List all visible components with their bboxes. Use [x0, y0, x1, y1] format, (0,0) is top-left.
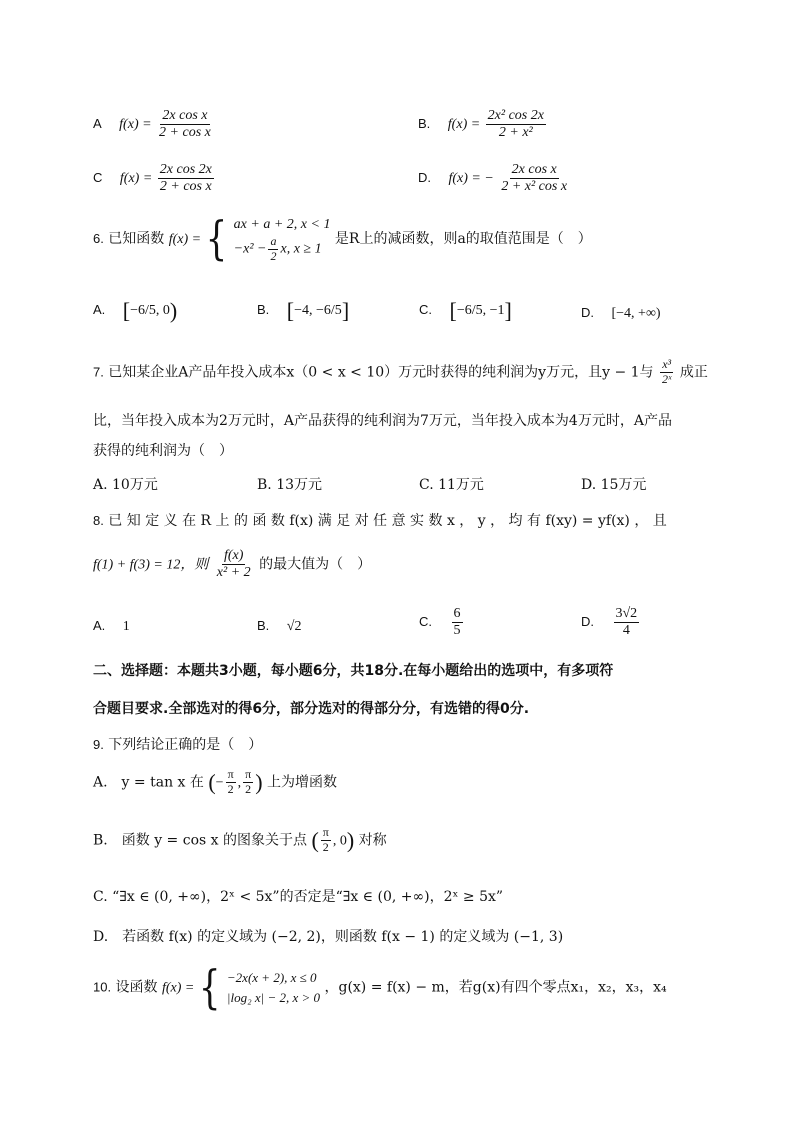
q5-option-b [418, 108, 548, 141]
question-number: 8. [93, 513, 104, 528]
q7-option-d: D. 15万元 [581, 477, 647, 493]
case-1: −2x(x + 2), x ≤ 0 [226, 970, 317, 985]
q9-option-d: D. 若函数 f(x) 的定义域为 (−2, 2)，则函数 f(x − 1) 的定义域为 (−1, 3) [93, 929, 564, 945]
question-text: 下列结论正确的是（ ） [108, 737, 263, 753]
q9-option-c: C. “∃x ∈ (0, +∞)，2ˣ < 5x”的否定是“∃x ∈ (0, +∞)，2ˣ ≥ 5x” [93, 889, 504, 905]
question-8-line-1 [93, 510, 667, 530]
question-6 [93, 211, 592, 266]
fraction-numerator: 3√2 [614, 606, 640, 623]
section-heading-line-1: 二、选择题：本题共3小题，每小题6分，共18分.在每小题给出的选项中，有多项符 [93, 663, 614, 679]
fraction-denominator: 2ˣ [662, 371, 672, 386]
fraction-numerator: f(x) [222, 548, 245, 565]
question-text: 已知某企业A产品年投入成本x（0 < x < 10）万元时获得的纯利润为y万元，且y − 1与 [108, 364, 654, 381]
q8-option-b [257, 618, 301, 635]
option-text: 上为增函数 [266, 774, 337, 791]
q7-option-a: A. 10万元 [93, 477, 158, 493]
option-value: −6/5, −1 [456, 303, 505, 319]
option-value: [−4, +∞) [611, 306, 661, 321]
question-text: 的最大值为（ ） [259, 556, 372, 573]
option-value: −4, −6/5 [294, 303, 342, 319]
fraction-numerator: x³ [662, 357, 672, 371]
fraction-denominator: 4 [622, 623, 630, 639]
q6-option-b: B. [−4, −6/5] [257, 298, 350, 323]
fraction-numerator: 6 [452, 606, 463, 623]
question-10 [93, 960, 667, 1015]
question-prefix: 设函数 [115, 979, 158, 996]
q5-option-d [418, 162, 571, 195]
question-number: 9. [93, 737, 104, 752]
piecewise-cases [234, 214, 331, 264]
option-lhs: f(x) = [119, 170, 153, 186]
option-value: √2 [286, 619, 302, 634]
q6-option-c: C. [−6/5, −1] [419, 298, 512, 323]
q7-option-c: C. 11万元 [419, 477, 484, 493]
option-label: B. [257, 618, 270, 633]
option-text: 对称 [358, 832, 387, 849]
option-label: B. [257, 302, 270, 318]
function-lhs: f(x) = [161, 980, 195, 996]
question-suffix: 是R上的减函数，则a的取值范围是（ ） [334, 230, 592, 247]
fraction-denominator: x² + 2 [216, 565, 251, 581]
question-7-line-2: 比，当年投入成本为2万元时，A产品获得的纯利润为7万元，当年投入成本为4万元时，A产品 [93, 413, 672, 429]
option-label: C [93, 169, 103, 185]
q8-option-a [93, 618, 130, 635]
function-lhs: f(x) = [168, 231, 202, 247]
q5-option-a [93, 108, 215, 141]
option-label: C. [419, 613, 432, 629]
section-heading-line-2: 合题目要求.全部选对的得6分，部分选对的得部分分，有选错的得0分. [93, 701, 530, 717]
question-suffix: ，g(x) = f(x) − m，若g(x)有四个零点x₁，x₂，x₃，x₄ [324, 979, 667, 996]
option-lhs: f(x) = [447, 116, 481, 132]
question-9-stem [93, 734, 262, 754]
question-number: 7. [93, 364, 104, 380]
case-2: −x² − $\frac{a}{2}$ x, x ≥ 1 [233, 234, 322, 263]
fraction-numerator: 2x² cos 2x [486, 108, 546, 125]
question-text: 已 知 定 义 在 R 上 的 函 数 f(x) 满 足 对 任 意 实 数 x ， y ， 均 有 f(xy) = yf(x) ， 且 [108, 513, 667, 529]
option-text: A. y = tan x 在 [93, 774, 204, 791]
option-label: B. [418, 115, 431, 131]
fraction-numerator: 2x cos x [160, 108, 209, 125]
left-brace-icon: { [198, 960, 221, 1015]
question-number: 10. [93, 979, 112, 995]
fraction-denominator: 5 [453, 623, 461, 639]
q9-option-a: A. y = tan x 在 (− $\frac{\pi}{2}$ , $\frac{\pi}{2}$ ) 上为增函数 [93, 767, 337, 796]
fraction-denominator: 2 + cos x [159, 125, 211, 141]
fraction-numerator: 2x cos x [510, 162, 559, 179]
left-brace-icon: { [205, 211, 228, 266]
option-label: D. [418, 169, 431, 185]
option-label: A. [93, 302, 106, 318]
option-value: 1 [122, 619, 130, 634]
fraction-denominator: 2 + x² [498, 125, 533, 141]
case-1: ax + a + 2, x < 1 [233, 217, 331, 232]
piecewise-cases [227, 968, 320, 1007]
fraction-numerator: 2x cos 2x [158, 162, 214, 179]
question-prefix: 已知函数 [108, 230, 165, 247]
question-7-line-3: 获得的纯利润为（ ） [93, 443, 233, 459]
q6-option-d [581, 305, 661, 322]
question-text: f(1) + f(3) = 12，则 [93, 557, 209, 573]
option-lhs: f(x) = [119, 116, 152, 132]
option-value: −6/5, 0 [130, 303, 170, 319]
option-label: A. [93, 618, 106, 633]
question-7-line-1 [93, 358, 708, 387]
question-number: 6. [93, 230, 104, 246]
q7-option-b: B. 13万元 [257, 477, 323, 493]
question-8-line-2 [93, 548, 371, 581]
case-2: |log₂ x| − 2, x > 0 [226, 989, 321, 1005]
q6-option-a: A. [−6/5, 0) [93, 298, 178, 323]
option-lhs: f(x) = − [448, 170, 494, 186]
q9-option-b: B. 函数 y = cos x 的图象关于点 ( $\frac{\pi}{2}$ , 0) 对称 [93, 825, 387, 854]
q8-option-c [419, 606, 465, 639]
option-text: B. 函数 y = cos x 的图象关于点 [93, 832, 307, 849]
option-label: C. [419, 302, 432, 318]
option-label: D. [581, 305, 594, 320]
q5-option-c [93, 162, 216, 195]
question-text: 成正 [679, 364, 708, 381]
fraction-denominator: 2 + x² cos x [501, 179, 568, 195]
option-label: A [93, 115, 102, 131]
q8-option-d [581, 606, 641, 639]
fraction-denominator: 2 + cos x [159, 179, 212, 195]
option-label: D. [581, 613, 594, 629]
